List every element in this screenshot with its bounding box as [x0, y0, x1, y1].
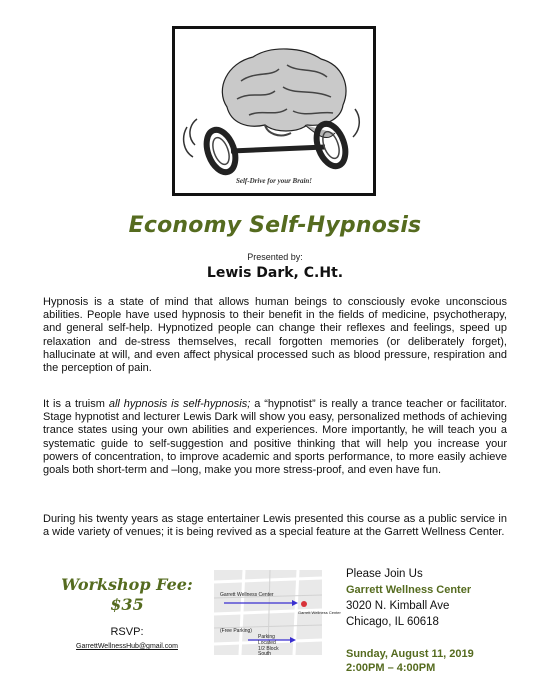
fee-amount: $35 — [110, 595, 144, 614]
presented-by-label: Presented by: — [247, 252, 303, 262]
truism-text-start: It is a truism — [43, 398, 109, 410]
map-parking-note-2: Located — [258, 640, 276, 646]
map-parking-label: (Free Parking) — [220, 628, 252, 634]
map-parking-note-4: South — [258, 651, 272, 657]
workshop-fee — [44, 575, 210, 615]
rsvp-label: RSVP: — [110, 626, 144, 638]
page-title: Economy Self-Hypnosis — [128, 213, 422, 238]
event-time: 2:00PM – 4:00PM — [346, 662, 436, 674]
truism-paragraph — [43, 398, 507, 477]
address-line-2: Chicago, IL 60618 — [346, 616, 439, 628]
brain-on-wheels-icon — [175, 29, 373, 193]
fee-label: Workshop Fee: — [61, 575, 193, 594]
history-paragraph: During his twenty years as stage entertainer Lewis presented this course as a public service in a wide variety of venues; it is being revived as a special feature at the Garrett Wellness Center. — [43, 513, 507, 539]
map-center-label: Garrett Wellness Center — [220, 592, 274, 598]
presenter-name: Lewis Dark, C.Ht. — [206, 265, 344, 281]
map-parking-note-1: Parking — [258, 634, 275, 640]
join-heading: Please Join Us — [346, 568, 423, 580]
truism-text-end: a “hypnotist” is really a trance teacher or facilitator. Stage hypnotist and lecturer Lewis Dark will show you easy, personalized methods of achieving trance states using your own abilities and experiences. More importantly, he will teach you a systematic guide to self-suggestion and positive thinking that will help you increase your powers of concentration, to improve academic and sports performance, to more easily achieve goals both short-term and –long, make you more stress-proof, and even have fun. — [43, 398, 507, 477]
event-date: Sunday, August 11, 2019 — [346, 648, 474, 660]
map-parking-note-3: 1/2 Block — [258, 646, 279, 652]
address-line-1: 3020 N. Kimball Ave — [346, 600, 450, 612]
hero-caption: Self-Drive for your Brain! — [235, 177, 313, 185]
venue-name: Garrett Wellness Center — [346, 584, 472, 596]
intro-paragraph: Hypnosis is a state of mind that allows human beings to consciously evoke unconscious abilities. People have used hypnosis to their benefit in the fields of medicine, psychotherapy, and general self-help. Hypnotized people can change their reflexes and feelings, speed up relaxation and de-stress themselves, recall forgotten memories (or deliberately forget), hallucinate at will, and even affect physical processed such as blood pressure, respiration and the perception of pain. — [43, 296, 507, 375]
location-map[interactable] — [214, 570, 341, 657]
rsvp-email-link[interactable]: GarrettWellnessHub@gmail.com — [76, 643, 178, 650]
map-pin-icon — [301, 601, 307, 607]
truism-emphasis: all hypnosis is self-hypnosis; — [108, 398, 251, 410]
hero-illustration — [172, 26, 376, 196]
map-pin-label: Garrett Wellness Center — [298, 610, 341, 615]
